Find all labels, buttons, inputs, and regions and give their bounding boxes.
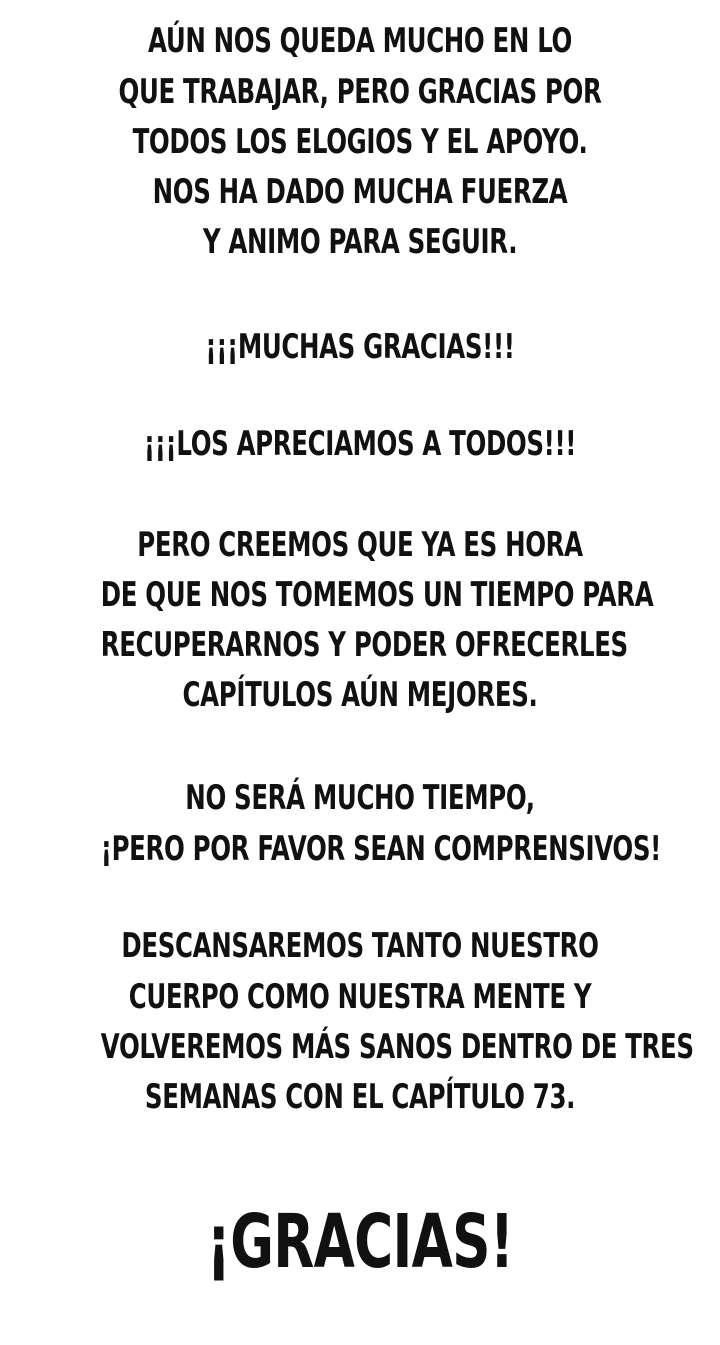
message-line: CUERPO COMO NUESTRA MENTE Y xyxy=(128,977,592,1017)
closing-title: ¡GRACIAS! xyxy=(206,1199,514,1285)
message-line: QUE TRABAJAR, PERO GRACIAS POR xyxy=(118,72,602,112)
message-line: NOS HA DADO MUCHA FUERZA xyxy=(152,172,568,212)
message-line: DESCANSAREMOS TANTO NUESTRO xyxy=(121,926,599,966)
message-line: ¡PERO POR FAVOR SEAN COMPRENSIVOS! xyxy=(100,829,661,869)
message-line: RECUPERARNOS Y PODER OFRECERLES xyxy=(100,625,628,665)
message-line: ¡¡¡LOS APRECIAMOS A TODOS!!! xyxy=(143,424,577,464)
message-line: TODOS LOS ELOGIOS Y EL APOYO. xyxy=(132,122,588,162)
message-line: PERO CREEMOS QUE YA ES HORA xyxy=(137,525,583,565)
message-line: VOLVEREMOS MÁS SANOS DENTRO DE TRES xyxy=(100,1027,694,1067)
message-line: ¡¡¡MUCHAS GRACIAS!!! xyxy=(205,327,515,367)
message-line: NO SERÁ MUCHO TIEMPO, xyxy=(185,778,535,818)
message-line: CAPÍTULOS AÚN MEJORES. xyxy=(182,675,538,715)
message-line: SEMANAS CON EL CAPÍTULO 73. xyxy=(144,1077,576,1117)
message-line: AÚN NOS QUEDA MUCHO EN LO xyxy=(147,21,573,61)
message-line: DE QUE NOS TOMEMOS UN TIEMPO PARA xyxy=(100,575,654,615)
message-line: Y ANIMO PARA SEGUIR. xyxy=(202,222,518,262)
